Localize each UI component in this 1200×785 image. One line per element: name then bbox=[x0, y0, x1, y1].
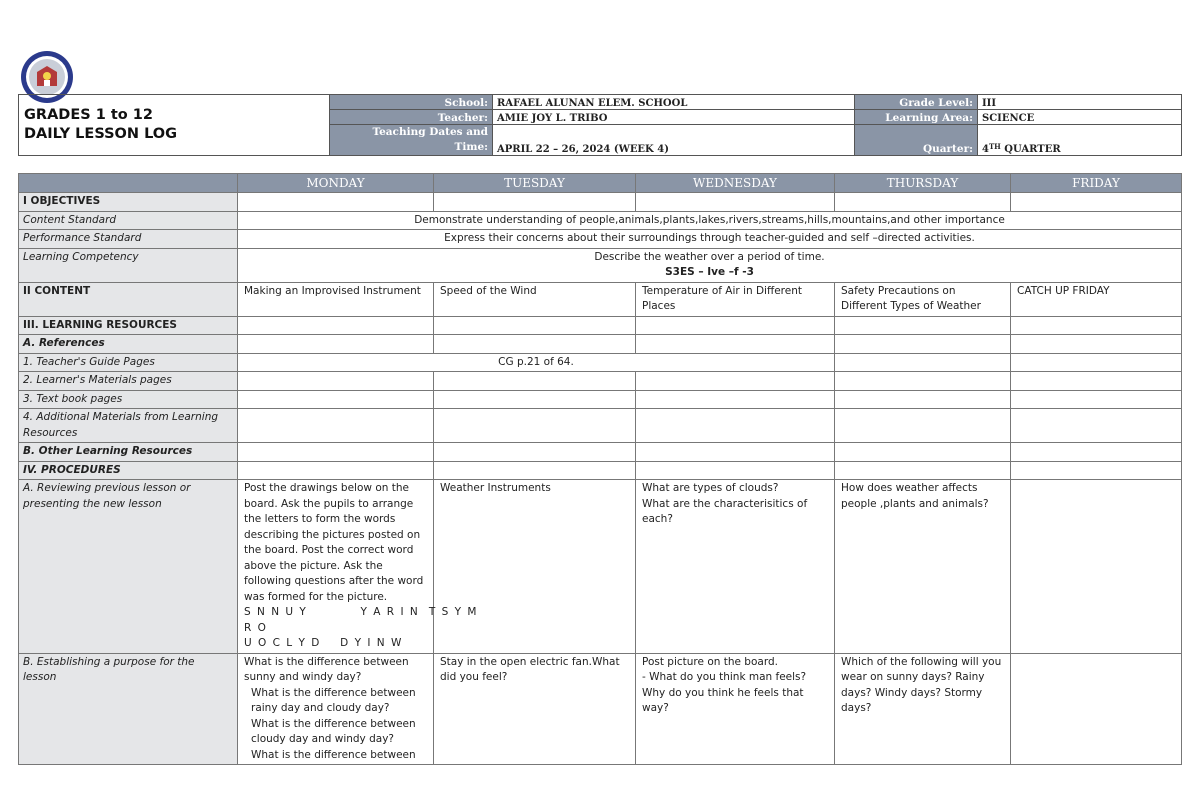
other-resources-label: B. Other Learning Resources bbox=[19, 443, 238, 462]
learning-area-label: Learning Area: bbox=[855, 110, 978, 125]
quarter-label: Quarter: bbox=[855, 125, 978, 156]
procedures-label: IV. PROCEDURES bbox=[19, 461, 238, 480]
scrambled-word-line-3: U O C L Y D D Y I N W bbox=[244, 637, 403, 649]
day-wednesday: WEDNESDAY bbox=[636, 174, 835, 193]
table-row bbox=[19, 372, 1182, 391]
learning-resources-label: III. LEARNING RESOURCES bbox=[19, 316, 238, 335]
teaching-dates-label: Teaching Dates and Time: bbox=[330, 125, 493, 156]
lesson-log-table bbox=[18, 173, 1182, 765]
review-wednesday: What are types of clouds? What are the characterisitics of each? bbox=[636, 480, 835, 654]
purpose-tuesday: Stay in the open electric fan.What did you feel? bbox=[434, 653, 636, 765]
content-friday: CATCH UP FRIDAY bbox=[1011, 282, 1182, 316]
table-row bbox=[19, 211, 1182, 230]
references-label: A. References bbox=[19, 335, 238, 354]
review-thursday: How does weather affects people ,plants and animals? bbox=[835, 480, 1011, 654]
table-row bbox=[19, 353, 1182, 372]
content-tuesday: Speed of the Wind bbox=[434, 282, 636, 316]
grade-level-label: Grade Level: bbox=[855, 95, 978, 110]
table-row bbox=[19, 230, 1182, 249]
table-row bbox=[19, 282, 1182, 316]
content-wednesday: Temperature of Air in Different Places bbox=[636, 282, 835, 316]
competency-code: S3ES – Ive –f -3 bbox=[665, 266, 754, 278]
content-standard-label: Content Standard bbox=[19, 211, 238, 230]
table-row bbox=[19, 461, 1182, 480]
quarter-value: 4TH QUARTER bbox=[978, 125, 1182, 156]
teachers-guide-pages: CG p.21 of 64. bbox=[238, 353, 835, 372]
day-friday: FRIDAY bbox=[1011, 174, 1182, 193]
table-row bbox=[19, 443, 1182, 462]
teacher-value: AMIE JOY L. TRIBO bbox=[493, 110, 855, 125]
purpose-thursday: Which of the following will you wear on sunny days? Rainy days? Windy days? Stormy days? bbox=[835, 653, 1011, 765]
table-row bbox=[19, 248, 1182, 282]
day-monday: MONDAY bbox=[238, 174, 434, 193]
content-thursday: Safety Precautions on Different Types of Weather bbox=[835, 282, 1011, 316]
content-standard-text: Demonstrate understanding of people,animals,plants,lakes,rivers,streams,hills,mountains,and other importance bbox=[238, 211, 1182, 230]
table-row bbox=[19, 653, 1182, 765]
review-tuesday: Weather Instruments bbox=[434, 480, 636, 654]
table-row bbox=[19, 390, 1182, 409]
objectives-label: I OBJECTIVES bbox=[19, 193, 238, 212]
header-table bbox=[18, 94, 1182, 156]
table-row bbox=[19, 409, 1182, 443]
purpose-friday bbox=[1011, 653, 1182, 765]
purpose-label: B. Establishing a purpose for the lesson bbox=[19, 653, 238, 765]
scrambled-word-line-1: S N N U Y Y A R I N T S Y M bbox=[244, 606, 478, 618]
teaching-dates-value: APRIL 22 – 26, 2024 (WEEK 4) bbox=[493, 125, 855, 156]
teachers-guide-label: 1. Teacher's Guide Pages bbox=[19, 353, 238, 372]
school-value: RAFAEL ALUNAN ELEM. SCHOOL bbox=[493, 95, 855, 110]
page-title: GRADES 1 to 12 DAILY LESSON LOG bbox=[19, 95, 330, 156]
table-row bbox=[19, 335, 1182, 354]
teacher-label: Teacher: bbox=[330, 110, 493, 125]
day-tuesday: TUESDAY bbox=[434, 174, 636, 193]
performance-standard-label: Performance Standard bbox=[19, 230, 238, 249]
table-row bbox=[19, 316, 1182, 335]
content-label: II CONTENT bbox=[19, 282, 238, 316]
school-label: School: bbox=[330, 95, 493, 110]
review-monday: Post the drawings below on the board. Ask the pupils to arrange the letters to form the words describing the pictures posted on the board. Post the correct word above the picture. Ask the following questions after the word was formed for the picture. S N N U Y Y A R I N T S Y M R O U O C L Y D D Y I N W bbox=[238, 480, 434, 654]
review-label: A. Reviewing previous lesson or presenting the new lesson bbox=[19, 480, 238, 654]
table-row bbox=[19, 480, 1182, 654]
review-friday bbox=[1011, 480, 1182, 654]
grade-level-value: III bbox=[978, 95, 1182, 110]
purpose-monday: What is the difference between sunny and windy day? What is the difference between rainy day and cloudy day? What is the difference between cloudy day and windy day? What is the difference between bbox=[238, 653, 434, 765]
content-monday: Making an Improvised Instrument bbox=[238, 282, 434, 316]
day-thursday: THURSDAY bbox=[835, 174, 1011, 193]
learners-materials-label: 2. Learner's Materials pages bbox=[19, 372, 238, 391]
performance-standard-text: Express their concerns about their surroundings through teacher-guided and self –directed activities. bbox=[238, 230, 1182, 249]
scrambled-word-line-2: R O bbox=[244, 621, 268, 634]
purpose-wednesday: Post picture on the board. - What do you think man feels? Why do you think he feels that way? bbox=[636, 653, 835, 765]
table-row bbox=[19, 193, 1182, 212]
additional-materials-label: 4. Additional Materials from Learning Resources bbox=[19, 409, 238, 443]
textbook-pages-label: 3. Text book pages bbox=[19, 390, 238, 409]
learning-competency-text: Describe the weather over a period of time. S3ES – Ive –f -3 bbox=[238, 248, 1182, 282]
day-header-row bbox=[19, 174, 1182, 193]
learning-area-value: SCIENCE bbox=[978, 110, 1182, 125]
learning-competency-label: Learning Competency bbox=[19, 248, 238, 282]
corner-cell bbox=[19, 174, 238, 193]
